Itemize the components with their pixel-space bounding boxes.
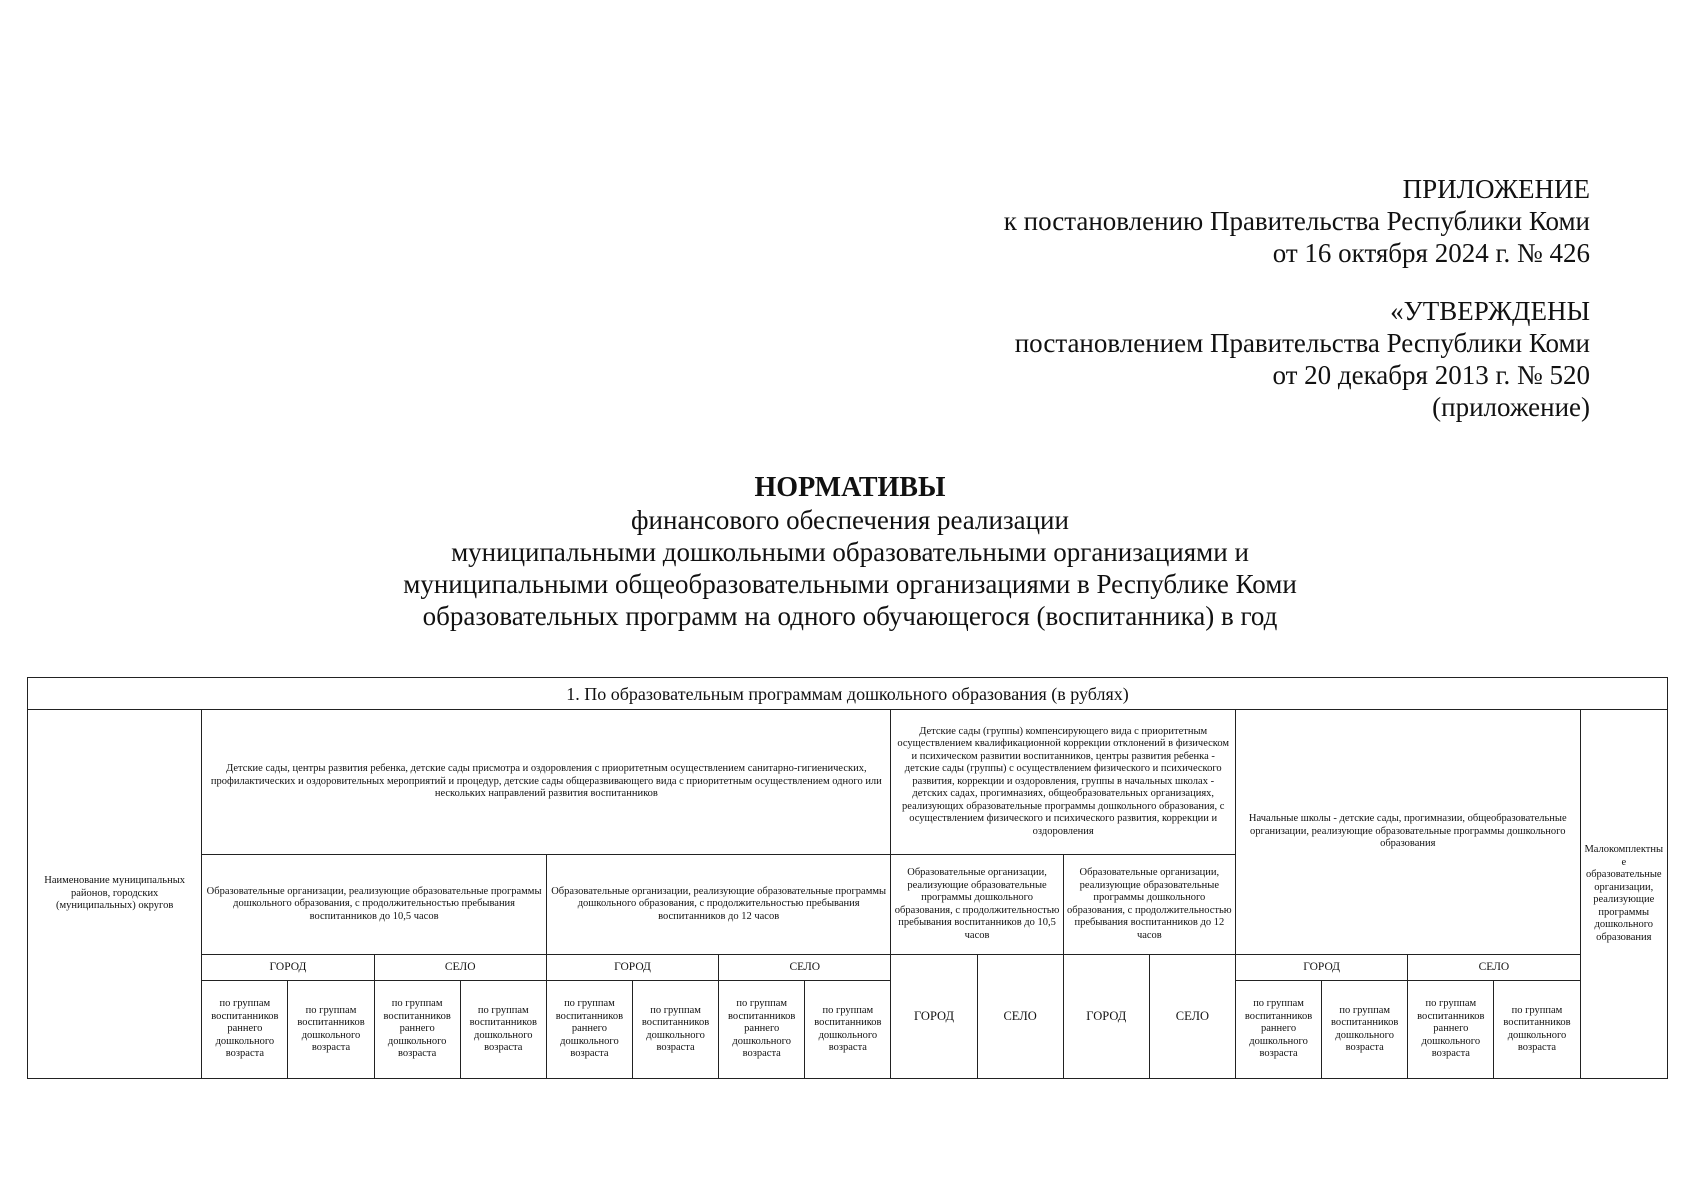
document-title	[260, 472, 1440, 632]
col-c-city-preschool: по группам воспитанников дошкольного возраста	[1322, 981, 1408, 1079]
col-a2-village: СЕЛО	[719, 955, 891, 981]
col-a1-city-preschool: по группам воспитанников дошкольного возраста	[288, 981, 374, 1079]
col-a2-village-early: по группам воспитанников раннего дошкольного возраста	[719, 981, 805, 1079]
col-a1-city: ГОРОД	[202, 955, 374, 981]
col-group-general-kindergartens: Детские сады, центры развития ребенка, детские сады присмотра и оздоровления с приоритетным осуществлением санитарно-гигиенических, профилактических и оздоровительных мероприятий и процедур, детские сады общеразвивающего вида с приоритетным осуществлением одного или нескольких направлений развития воспитанников	[202, 710, 891, 855]
approved-label: «УТВЕРЖДЕНЫ	[1390, 296, 1590, 326]
title-line-3: муниципальными общеобразовательными организациями в Республике Коми	[403, 569, 1297, 599]
col-c-village: СЕЛО	[1408, 955, 1580, 981]
col-sub-b-10-5-hours: Образовательные организации, реализующие образовательные программы дошкольного образования, с продолжительностью пребывания воспитанников до 10,5 часов	[891, 855, 1063, 955]
appendix-date: от 16 октября 2024 г. № 426	[1272, 238, 1590, 268]
col-a1-village-preschool: по группам воспитанников дошкольного возраста	[460, 981, 546, 1079]
col-sub-a-12-hours: Образовательные организации, реализующие образовательные программы дошкольного образования, с продолжительностью пребывания воспитанников до 12 часов	[546, 855, 891, 955]
appendix-label: ПРИЛОЖЕНИЕ	[1402, 174, 1590, 204]
approved-note: (приложение)	[1432, 392, 1590, 422]
col-b1-village: СЕЛО	[977, 955, 1063, 1079]
col-group-small-schools: Малокомплектные образовательные организации, реализующие программы дошкольного образования	[1580, 710, 1667, 1079]
col-c-city: ГОРОД	[1235, 955, 1407, 981]
approved-block	[1015, 295, 1590, 423]
col-sub-b-12-hours: Образовательные организации, реализующие образовательные программы дошкольного образования, с продолжительностью пребывания воспитанников до 12 часов	[1063, 855, 1235, 955]
title-line-2: муниципальными дошкольными образовательными организациями и	[451, 537, 1249, 567]
title-line-1: финансового обеспечения реализации	[631, 505, 1069, 535]
col-a1-city-early: по группам воспитанников раннего дошкольного возраста	[202, 981, 288, 1079]
col-a1-village: СЕЛО	[374, 955, 546, 981]
col-c-village-early: по группам воспитанников раннего дошкольного возраста	[1408, 981, 1494, 1079]
col-c-city-early: по группам воспитанников раннего дошкольного возраста	[1235, 981, 1321, 1079]
col-a2-village-preschool: по группам воспитанников дошкольного возраста	[805, 981, 891, 1079]
norms-table	[27, 677, 1668, 1079]
col-header-municipality: Наименование муниципальных районов, городских (муниципальных) округов	[28, 710, 202, 1079]
col-sub-a-10-5-hours: Образовательные организации, реализующие образовательные программы дошкольного образования, с продолжительностью пребывания воспитанников до 10,5 часов	[202, 855, 547, 955]
col-a2-city-early: по группам воспитанников раннего дошкольного возраста	[546, 981, 632, 1079]
col-a2-city-preschool: по группам воспитанников дошкольного возраста	[633, 981, 719, 1079]
approved-decree: постановлением Правительства Республики Коми	[1014, 328, 1590, 358]
col-b1-city: ГОРОД	[891, 955, 977, 1079]
appendix-block	[1004, 173, 1590, 269]
col-b2-city: ГОРОД	[1063, 955, 1149, 1079]
col-group-compensating-kindergartens: Детские сады (группы) компенсирующего вида с приоритетным осуществлением квалификационной коррекции отклонений в физическом и психическом развитии воспитанников, центры развития ребенка - детские сады (группы) с осуществлением физического и психического развития, коррекции и оздоровления, группы в начальных школах - детских садах, прогимназиях, общеобразовательных организациях, реализующих образовательные программы дошкольного образования, с осуществлением физического и психического развития, коррекции и оздоровления	[891, 710, 1236, 855]
col-c-village-preschool: по группам воспитанников дошкольного возраста	[1494, 981, 1580, 1079]
col-a2-city: ГОРОД	[546, 955, 718, 981]
title-main: НОРМАТИВЫ	[754, 472, 946, 503]
title-line-4: образовательных программ на одного обучающегося (воспитанника) в год	[422, 601, 1278, 631]
section-heading: 1. По образовательным программам дошкольного образования (в рублях)	[28, 678, 1668, 710]
col-b2-village: СЕЛО	[1149, 955, 1235, 1079]
col-a1-village-early: по группам воспитанников раннего дошкольного возраста	[374, 981, 460, 1079]
approved-date: от 20 декабря 2013 г. № 520	[1272, 360, 1590, 390]
appendix-decree: к постановлению Правительства Республики Коми	[1003, 206, 1590, 236]
col-group-primary-schools: Начальные школы - детские сады, прогимназии, общеобразовательные организации, реализующие образовательные программы дошкольного образования	[1235, 710, 1580, 955]
